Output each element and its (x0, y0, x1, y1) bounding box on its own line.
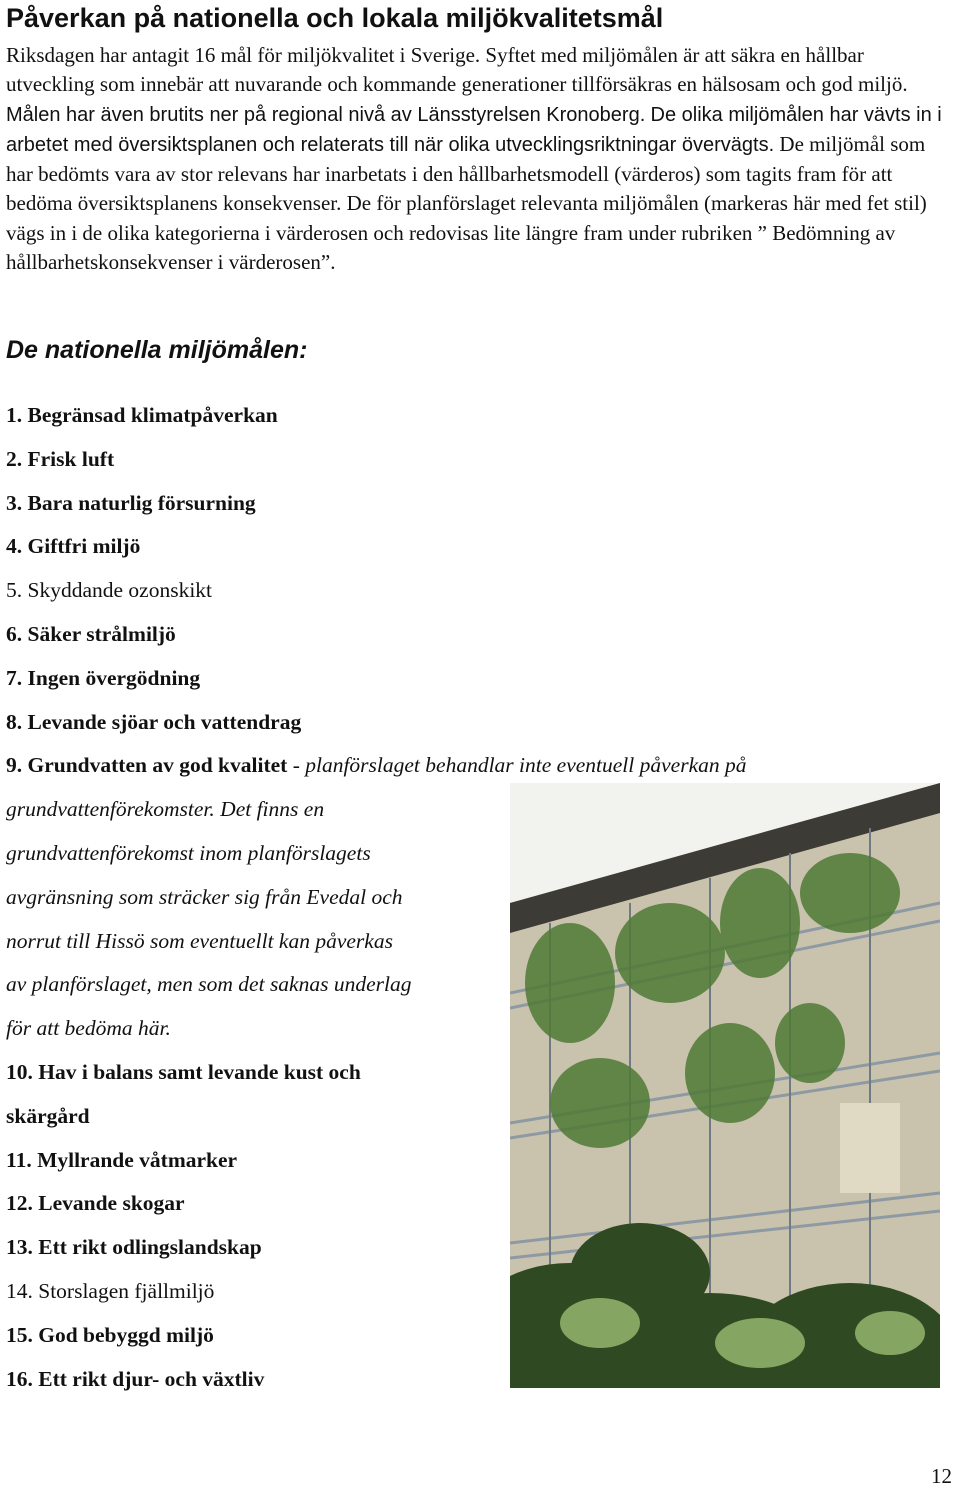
goal-9-separator: - (287, 753, 306, 778)
goal-item: 12. Levande skogar (6, 1191, 185, 1216)
intro-paragraph (6, 41, 954, 277)
page-title: Påverkan på nationella och lokala miljökvalitetsmål (6, 3, 664, 33)
goal-item-10-line-1: 10. Hav i balans samt levande kust och (6, 1059, 361, 1084)
goal-item: 1. Begränsad klimatpåverkan (6, 403, 278, 427)
goal-item: 2. Frisk luft (6, 446, 115, 471)
intro-sentence-3: De olika miljömålen har vävts in i arbetet med översiktsplanen och relaterats till när olika utvecklingsriktningar övervägts. (6, 103, 942, 156)
goal-item-9 (6, 744, 747, 788)
goal-item: 7. Ingen övergödning (6, 665, 201, 690)
intro-sentence-2: Målen har även brutits ner på regional nivå av Länsstyrelsen Kronoberg. (6, 103, 646, 126)
section-heading: De nationella miljömålen: (6, 336, 308, 364)
goal-item: 16. Ett rikt djur- och växtliv (6, 1366, 265, 1391)
goal-9-note-line: planförslaget behandlar inte eventuell påverkan på (305, 753, 747, 778)
goal-9-first-line (6, 753, 747, 777)
goal-list (6, 394, 747, 1401)
goal-item: 14. Storslagen fjällmiljö (6, 1278, 215, 1303)
goal-item: 5. Skyddande ozonskikt (6, 578, 213, 603)
goal-item-10-line-2: skärgård (6, 1103, 90, 1128)
goal-item: 4. Giftfri miljö (6, 534, 141, 559)
goal-9-note-line: grundvattenförekomst inom planförslagets (6, 840, 371, 865)
intro-sentence-4: De miljömål som har bedömts vara av stor relevans har inarbetats i den hållbarhetsmodell (värderos) som tagits fram för att bedöma översiktsplanens konsekvenser. De för planförslaget relevanta miljömålen (markeras här med fet stil) vägs in i de olika kategorierna i värderosen och redovisas lite längre fram under rubriken ” Bedömning av hållbarhetskonsekvenser i värderosen”. (6, 131, 927, 275)
building-photo-illustration (510, 783, 940, 1388)
goal-9-note-line: för att bedöma här. (6, 1016, 171, 1041)
goal-item: 6. Säker strålmiljö (6, 621, 176, 646)
goal-9-note-line: grundvattenförekomster. Det finns en (6, 797, 325, 822)
goal-item: 13. Ett rikt odlingslandskap (6, 1235, 262, 1260)
intro-sentence-1: Riksdagen har antagit 16 mål för miljökvalitet i Sverige. Syftet med miljömålen är att säkra en hållbar utveckling som innebär att nuvarande och kommande generationer tillförsäkras en hälsosam och god miljö. (6, 43, 908, 97)
window (840, 1103, 900, 1193)
goal-item: 15. God bebyggd miljö (6, 1322, 214, 1347)
goal-item: 11. Myllrande våtmarker (6, 1147, 238, 1172)
goal-item: 3. Bara naturlig försurning (6, 490, 256, 515)
goal-item: 8. Levande sjöar och vattendrag (6, 709, 302, 734)
green-balcony-building-photo (510, 783, 940, 1388)
page-number: 12 (931, 1464, 952, 1488)
goal-9-note-line: avgränsning som sträcker sig från Evedal och (6, 884, 403, 909)
goal-9-label: 9. Grundvatten av god kvalitet (6, 753, 288, 778)
goal-9-note-line: av planförslaget, men som det saknas underlag (6, 972, 412, 997)
goal-9-note-line: norrut till Hissö som eventuellt kan påverkas (6, 928, 393, 953)
